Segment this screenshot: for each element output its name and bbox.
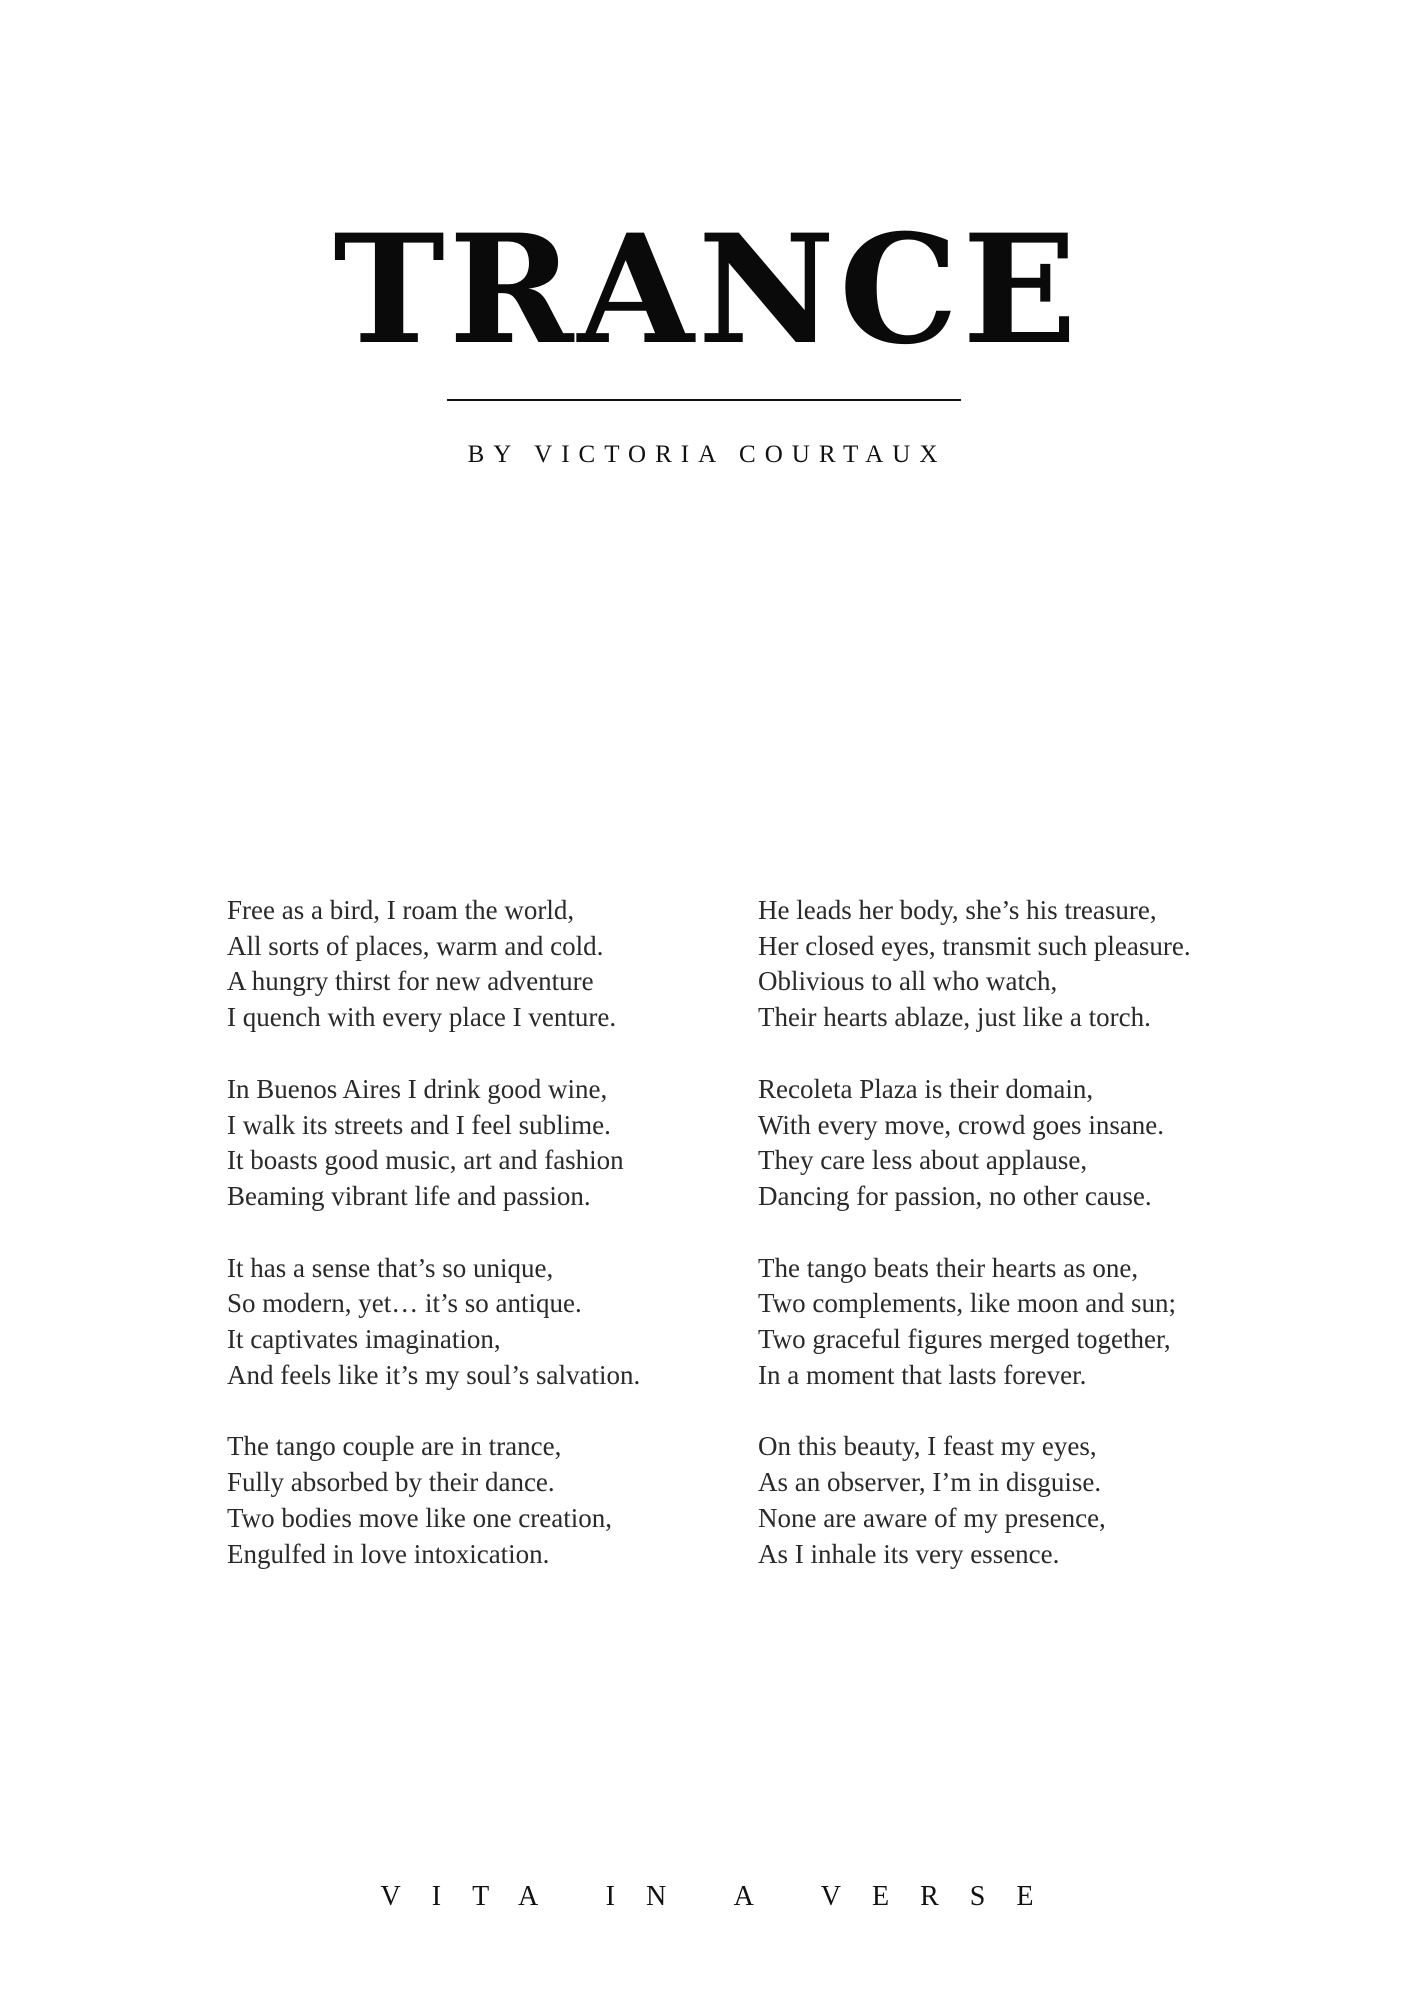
- poem-line: And feels like it’s my soul’s salvation.: [227, 1359, 641, 1390]
- poem-line: It captivates imagination,: [227, 1324, 501, 1355]
- poem-line: With every move, crowd goes insane.: [758, 1109, 1165, 1140]
- poem-line: I quench with every place I venture.: [227, 1002, 617, 1033]
- stanza: [227, 893, 697, 1036]
- stanza: [758, 1251, 1278, 1394]
- poem-line: As I inhale its very essence.: [758, 1538, 1060, 1569]
- poem-line: None are aware of my presence,: [758, 1502, 1106, 1533]
- poem-line: A hungry thirst for new adventure: [227, 966, 594, 997]
- poem-line: Dancing for passion, no other cause.: [758, 1180, 1152, 1211]
- poem-line: Recoleta Plaza is their domain,: [758, 1073, 1094, 1104]
- footer-brand: VITA IN A VERSE: [380, 1881, 1065, 1912]
- poem-line: Beaming vibrant life and passion.: [227, 1180, 591, 1211]
- poem-line: As an observer, I’m in disguise.: [758, 1467, 1102, 1498]
- author-byline: BY VICTORIA COURTAUX: [467, 441, 947, 468]
- poem-line: Their hearts ablaze, just like a torch.: [758, 1002, 1151, 1033]
- poem-line: It has a sense that’s so unique,: [227, 1252, 554, 1283]
- poem-line: The tango beats their hearts as one,: [758, 1252, 1139, 1283]
- poem-line: It boasts good music, art and fashion: [227, 1145, 624, 1176]
- poem-column-right: [758, 893, 1278, 1608]
- poem-line: Two graceful figures merged together,: [758, 1324, 1171, 1355]
- poem-line: So modern, yet… it’s so antique.: [227, 1288, 582, 1319]
- poem-line: Free as a bird, I roam the world,: [227, 895, 575, 925]
- poem-line: Engulfed in love intoxication.: [227, 1538, 550, 1569]
- stanza: [227, 1251, 697, 1394]
- stanza: [758, 1072, 1278, 1215]
- poem-line: Her closed eyes, transmit such pleasure.: [758, 930, 1191, 961]
- poem-line: In Buenos Aires I drink good wine,: [227, 1073, 608, 1104]
- stanza: [227, 1429, 697, 1572]
- poem-line: In a moment that lasts forever.: [758, 1359, 1087, 1390]
- title-divider: [447, 399, 961, 401]
- poem-line: They care less about applause,: [758, 1145, 1088, 1176]
- poem-column-left: [227, 893, 697, 1608]
- poem-line: Two complements, like moon and sun;: [758, 1288, 1177, 1319]
- poem-line: All sorts of places, warm and cold.: [227, 930, 604, 961]
- poem-line: On this beauty, I feast my eyes,: [758, 1431, 1097, 1462]
- poem-line: Two bodies move like one creation,: [227, 1502, 613, 1533]
- poem-line: Oblivious to all who watch,: [758, 966, 1058, 997]
- stanza: [227, 1072, 697, 1215]
- poem-title: TRANCE: [333, 202, 1081, 378]
- stanza: [758, 1429, 1278, 1572]
- poem-line: Fully absorbed by their dance.: [227, 1467, 555, 1498]
- poem-line: The tango couple are in trance,: [227, 1431, 562, 1462]
- stanza: [758, 893, 1278, 1036]
- poem-line: He leads her body, she’s his treasure,: [758, 895, 1157, 925]
- poem-line: I walk its streets and I feel sublime.: [227, 1109, 611, 1140]
